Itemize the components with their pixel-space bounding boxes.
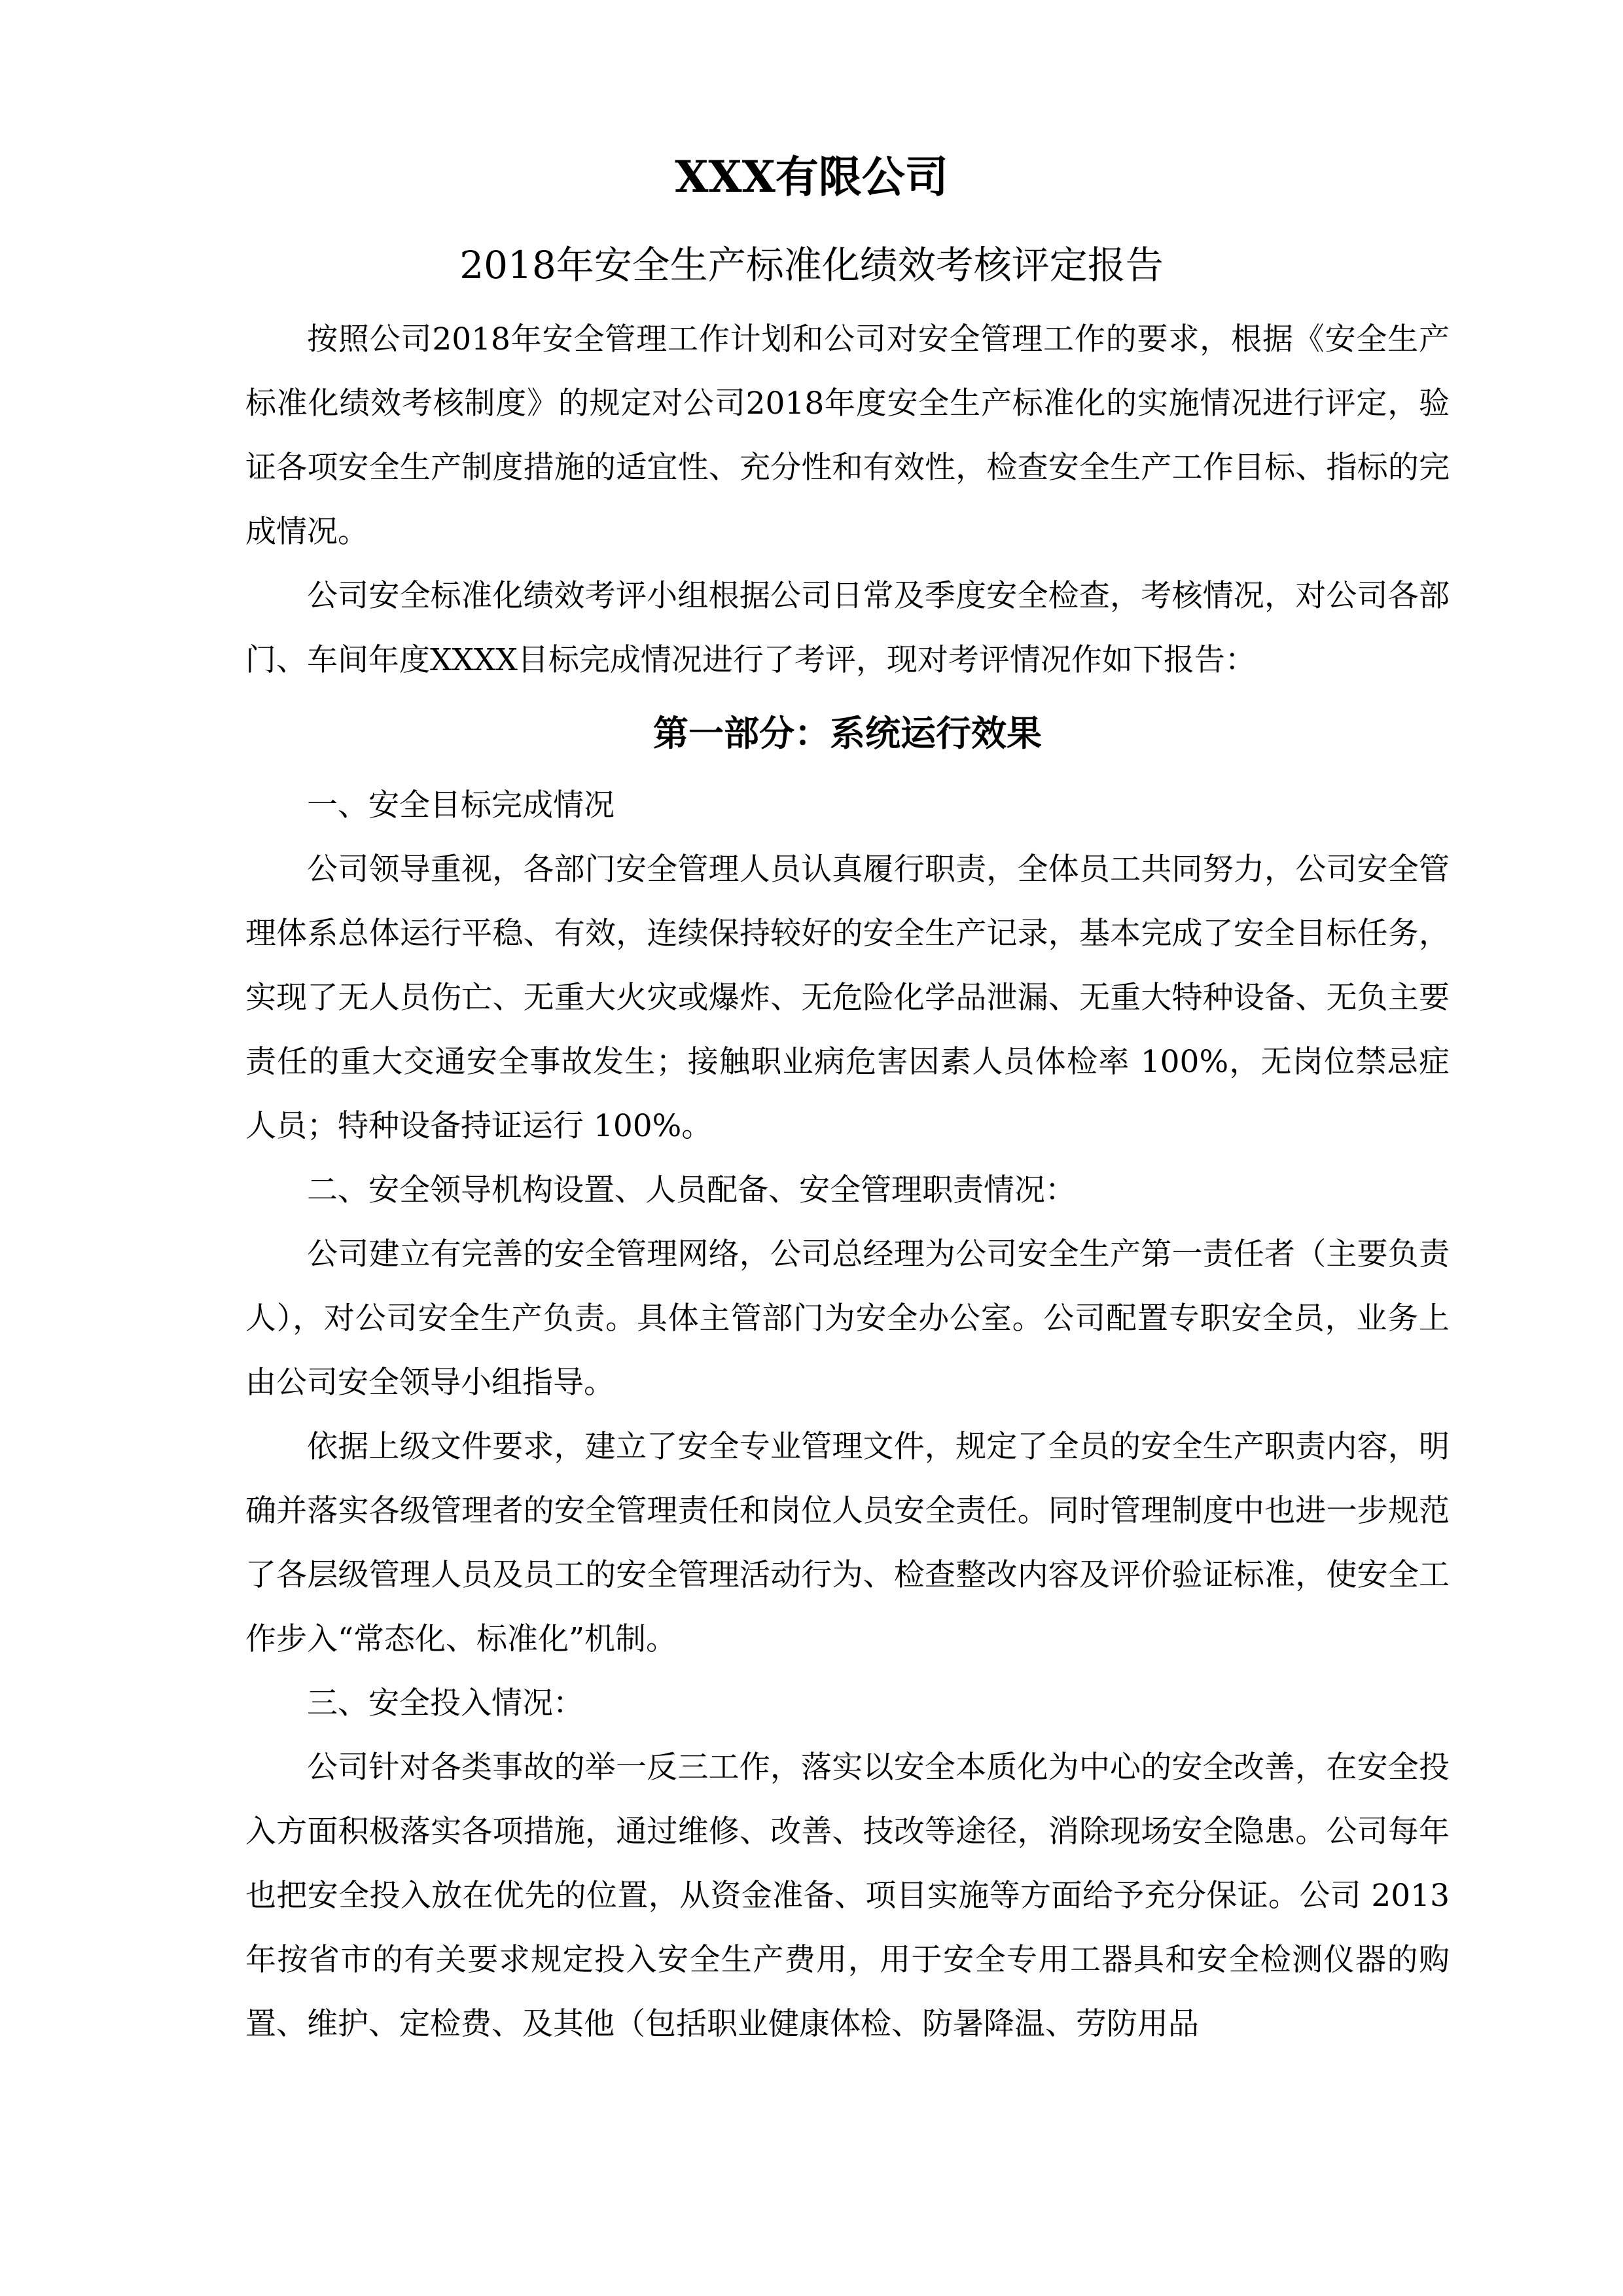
section-three-heading: 三、安全投入情况： (307, 1685, 584, 1721)
intro-paragraph-2: 公司安全标准化绩效考评小组根据公司日常及季度安全检查，考核情况，对公司各部门、车间年度XXXX目标完成情况进行了考评，现对考评情况作如下报告： (245, 578, 1450, 678)
document-body (245, 308, 1450, 2056)
section-one-heading: 一、安全目标完成情况 (307, 787, 615, 823)
section-three-paragraph: 公司针对各类事故的举一反三工作，落实以安全本质化为中心的安全改善，在安全投入方面积极落实各项措施，通过维修、改善、技改等途径，消除现场安全隐患。公司每年也把安全投入放在优先的位置，从资金准备、项目实施等方面给予充分保证。公司 2013 年按省市的有关要求规定投入安全生产费用，用于安全专用工器具和安全检测仪器的购置、维护、定检费、及其他（包括职业健康体检、防暑降温、劳防用品 (245, 1749, 1450, 2042)
section-two-heading: 二、安全领导机构设置、人员配备、安全管理职责情况： (307, 1172, 1076, 1208)
part-one-heading: 第一部分：系统运行效果 (653, 712, 1042, 754)
document-title: XXX有限公司 (675, 151, 948, 202)
intro-paragraph-1: 按照公司2018年安全管理工作计划和公司对安全管理工作的要求，根据《安全生产标准化绩效考核制度》的规定对公司2018年度安全生产标准化的实施情况进行评定，验证各项安全生产制度措施的适宜性、充分性和有效性，检查安全生产工作目标、指标的完成情况。 (245, 321, 1450, 550)
document-subtitle: 2018年安全生产标准化绩效考核评定报告 (459, 243, 1164, 287)
section-two-paragraph-2: 依据上级文件要求，建立了安全专业管理文件，规定了全员的安全生产职责内容，明确并落实各级管理者的安全管理责任和岗位人员安全责任。同时管理制度中也进一步规范了各层级管理人员及员工的安全管理活动行为、检查整改内容及评价验证标准，使安全工作步入“常态化、标准化”机制。 (245, 1429, 1450, 1657)
section-two-paragraph-1: 公司建立有完善的安全管理网络，公司总经理为公司安全生产第一责任者（主要负责人），对公司安全生产负责。具体主管部门为安全办公室。公司配置专职安全员，业务上由公司安全领导小组指导。 (245, 1236, 1450, 1401)
section-one-paragraph: 公司领导重视，各部门安全管理人员认真履行职责，全体员工共同努力，公司安全管理体系总体运行平稳、有效，连续保持较好的安全生产记录，基本完成了安全目标任务，实现了无人员伤亡、无重大火灾或爆炸、无危险化学品泄漏、无重大特种设备、无负主要责任的重大交通安全事故发生；接触职业病危害因素人员体检率 100%，无岗位禁忌症人员；特种设备持证运行 100%。 (245, 852, 1450, 1144)
